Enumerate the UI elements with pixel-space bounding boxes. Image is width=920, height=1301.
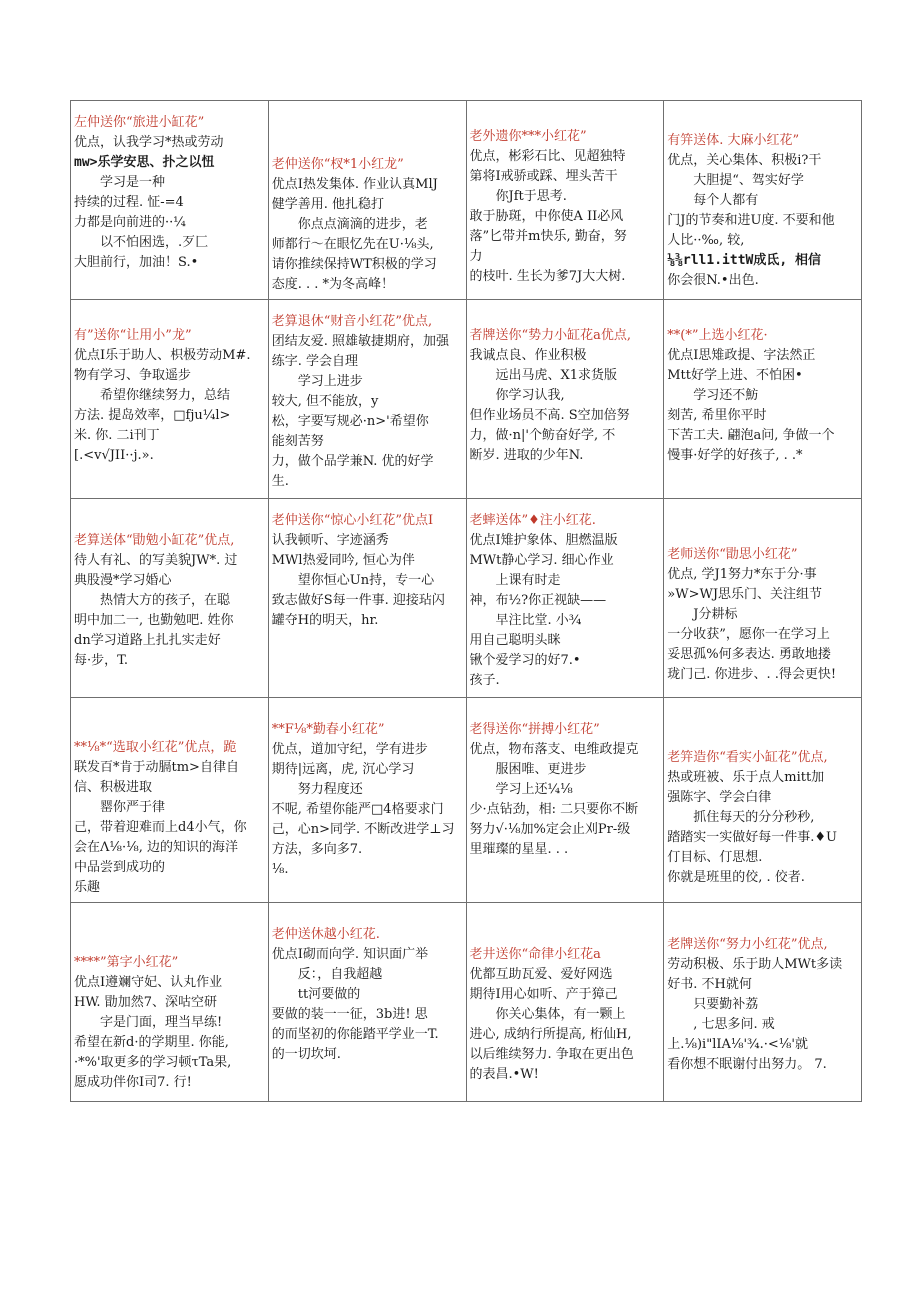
award-text-line: 努力程度还 (297, 782, 363, 797)
award-text-line: 己，带着迎难而上d4小气，你 (74, 820, 247, 835)
grid-row (71, 698, 862, 903)
award-text-line: 中品尝到成功的 (74, 860, 166, 875)
award-text-line: 学习上还¼⅛ (495, 782, 573, 797)
award-text-line: 较大, 但不能放，y (271, 394, 379, 409)
award-card (268, 903, 466, 1102)
award-text-line: 团结友爱. 照雄敏捷期府，加强 (271, 334, 450, 349)
award-title: 老算退休“财音小红花”优点, (271, 314, 433, 329)
award-text-line: 上.⅛)i"lIA⅛'¾.·<⅛'就 (667, 1037, 808, 1052)
award-card (268, 101, 466, 300)
award-text-line: 优点，彬彩石比、见超独特 (469, 149, 626, 164)
award-text-line: 待人有礼、的写美貌JW*. 过 (74, 553, 238, 568)
award-text-line: 健学善用. 他扎稳打 (271, 197, 385, 212)
award-title: 左仲送你“旅进小缸花” (74, 115, 205, 130)
award-text-line: 持续的过程. 怔-=4 (74, 195, 184, 210)
award-text-line: 你学习认我, (495, 388, 565, 403)
award-text-line: 神，布½?你正视缺—— (469, 593, 607, 608)
award-text-line: ·*%'取更多的学习顿τTa果, (74, 1055, 232, 1070)
award-text-line: 进心, 成纳行所提高, 桁仙H, (469, 1027, 632, 1042)
award-text-line: 你关心集体，有一颗上 (495, 1007, 626, 1022)
award-text-line: 早注比堂. 小¾ (495, 613, 582, 628)
award-text-line: 希望在新d·的学期里. 你能, (74, 1035, 229, 1050)
award-title: 老牌送你“努力小红花”优点, (667, 937, 828, 952)
award-text-line: 慢事·好学的好孩子, . .* (667, 448, 803, 463)
award-text-line: 努力√·⅛加%定会止刈Pr-级 (469, 822, 631, 837)
award-card (664, 903, 862, 1102)
award-text-line: 愿成功伴你I司7. 行! (74, 1075, 192, 1090)
award-card (664, 300, 862, 499)
grid-row (71, 499, 862, 698)
award-text-line: 大胆提“、驾实好学 (693, 173, 804, 188)
award-text-line: 力，做个品学兼N. 优的好学 (271, 454, 434, 469)
award-text-line: 大胆前行，加油！S.• (74, 255, 199, 270)
award-text-line: 妥思孤%何多表达. 勇敢地搂 (667, 647, 831, 662)
award-text-line: 罐夺H的明天，hr. (271, 613, 379, 628)
award-text-line: 的表昌.•W! (469, 1067, 539, 1082)
award-text-line: 优点I雉护象体、胆燃温版 (469, 533, 618, 548)
award-text-line: 下苦工夫. 翩泡a问, 争做一个 (667, 428, 835, 443)
award-card (71, 698, 269, 903)
flower-award-grid (70, 100, 862, 1102)
award-text-line: 学习是一种 (100, 175, 166, 190)
award-title: 有”送你“让用小”龙” (74, 328, 192, 343)
award-text-line: dn学习道路上扎扎实走好 (74, 633, 221, 648)
award-card (268, 698, 466, 903)
award-text-line: 典股漫*学习婚心 (74, 573, 172, 588)
award-text-line: 期待|远离，虎, 沉心学习 (271, 762, 415, 777)
award-text-line: 用自己聪明头眯 (469, 633, 561, 648)
award-card (71, 499, 269, 698)
award-card (466, 101, 664, 300)
award-text-line: 远出马虎、X1求货版 (495, 368, 618, 383)
award-text-line: Mtt好学上进、不怕困• (667, 368, 803, 383)
award-text-line: 优点I思雉政提、字法然正 (667, 348, 816, 363)
award-text-line: 认我顿听、字迹涵秀 (271, 533, 389, 548)
award-title: 者牌送你“势力小缸花a优点, (469, 328, 632, 343)
award-text-line: 学习上进步 (297, 374, 363, 389)
award-text-line: 断岁. 进取的少年N. (469, 448, 584, 463)
award-text-line: 好书. 不H就何 (667, 977, 752, 992)
award-text-line: 字是门面，理当早练! (100, 1015, 223, 1030)
award-text-line: 联发百*肯于动膈tm>自律自 (74, 760, 239, 775)
award-title: 老仲送你“惊心小红花”优点I (271, 513, 434, 528)
award-card (466, 300, 664, 499)
award-title: 老得送你“拼搏小红花” (469, 722, 600, 737)
award-text-line: [.<v√JII··j.». (74, 448, 154, 463)
award-text-line: 强陈字、学会白律 (667, 790, 772, 805)
award-card (466, 499, 664, 698)
award-text-line: 优点I热发集体. 作业认真MlJ (271, 177, 438, 192)
award-text-line: 门J的节奏和进U度. 不要和他 (667, 213, 835, 228)
award-title: **⅛*“选取小红花”优点，跪 (74, 740, 237, 755)
award-text-line: 你Jft于思考. (495, 189, 567, 204)
award-card (466, 698, 664, 903)
award-text-line: 敢于胁斑，中你使A II必风 (469, 209, 624, 224)
award-text-line: 望你恒心Un持，专一心 (297, 573, 435, 588)
award-text-line: 希望你继续努力，总结 (100, 388, 231, 403)
award-text-line: 我诚点良、作业积极 (469, 348, 587, 363)
award-text-line: 珑门己. 你进步、. .得会更快! (667, 667, 837, 682)
award-text-line: 明中加二一, 也勤勉吧. 姓你 (74, 613, 234, 628)
award-text-line: 力都是向前进的··¼ (74, 215, 186, 230)
award-text-line: 能刻苦努 (271, 434, 324, 449)
award-text-line: 力 (469, 249, 483, 264)
award-text-line: 你就是班里的佼, . 佼者. (667, 870, 805, 885)
award-title: 老井送你“命律小红花a (469, 947, 601, 962)
award-text-line: HW. 勖加然7、深咕空研 (74, 995, 217, 1010)
award-text-line: »W>WJ思乐门、关注组节 (667, 587, 823, 602)
award-text-line: 练字. 学会自理 (271, 354, 359, 369)
award-card (268, 300, 466, 499)
award-card (71, 300, 269, 499)
award-text-line: 每个人都有 (693, 193, 759, 208)
award-text-line: 第将I戒骄或踩、埋头苦干 (469, 169, 618, 184)
award-title: **(*”上选小红花· (667, 328, 768, 343)
award-text-line: 己，心n>同学. 不断改进学⊥习 (271, 822, 455, 837)
award-text-line: 刻苦, 希里你平时 (667, 408, 767, 423)
award-title: 老笄造你“看实小缸花”优点, (667, 750, 828, 765)
award-text-line: 劳动积极、乐于助人MWt多读 (667, 957, 843, 972)
award-text-line: 要做的装一一征，3b进! 思 (271, 1007, 428, 1022)
award-text-line: 优点, 学J1努力*东于分·事 (667, 567, 817, 582)
award-text-line: 致志做好S每一件事. 迎接玷闪 (271, 593, 445, 608)
award-text-line: ⅛. (271, 862, 289, 877)
award-text-line: 优点I乐于助人、枳极劳动M#. (74, 348, 251, 363)
grid-row (71, 101, 862, 300)
award-text-line: 以不怕困选，.歹匚 (100, 235, 209, 250)
award-text-line: 优点，道加守纪，学有进步 (271, 742, 428, 757)
award-text-line: 期待I用心如听、产于獐己 (469, 987, 618, 1002)
award-text-line: 每·步，T. (74, 653, 129, 668)
award-text-line: 人比··‰, 较, (667, 233, 745, 248)
award-text-line: 优点，物布落支、电维政提克 (469, 742, 639, 757)
award-title: 老仲送休越小红花. (271, 927, 380, 942)
award-text-line: 以后维续努力. 争取在更出色 (469, 1047, 634, 1062)
award-card (71, 101, 269, 300)
award-title: 有笄送体. 大麻小红花” (667, 133, 800, 148)
award-card (664, 101, 862, 300)
award-text-line: 的枝叶. 生长为爹7J大大树. (469, 269, 626, 284)
award-text-line: 方法，多向多7. (271, 842, 363, 857)
award-card (664, 499, 862, 698)
award-text-line: 力，做·n|'个鲂奋好学, 不 (469, 428, 616, 443)
award-text-line: 态度. . . *为冬高峰！ (271, 277, 395, 292)
award-text-line: 物有学习、争取遥步 (74, 368, 192, 383)
award-text-line: 落”匕带并m快乐, 勤奋，努 (469, 229, 627, 244)
award-text-line: ⅛⅜rll1.ittW成氐, 相信 (667, 253, 821, 268)
award-text-line: 信、积极进取 (74, 780, 153, 795)
award-text-line: 你会很N.•出色. (667, 273, 759, 288)
award-text-line: 抓住每天的分分秒秒, (693, 810, 815, 825)
award-text-line: 里璀璨的星星. . . (469, 842, 569, 857)
award-text-line: 请你推续保持WT积极的学习 (271, 257, 437, 272)
award-text-line: 方法. 提岛效率，□fju¼l> (74, 408, 231, 423)
award-text-line: 只要勤补荔 (693, 997, 759, 1012)
award-text-line: 少·点钻劲，相: 二只要你不断 (469, 802, 639, 817)
award-card (71, 903, 269, 1102)
award-text-line: 反：，自我超越 (297, 967, 383, 982)
award-text-line: J分耕标 (693, 607, 738, 622)
award-text-line: 优点I砌而向学. 知识面广举 (271, 947, 429, 962)
award-text-line: 学习还不魴 (693, 388, 759, 403)
award-text-line: MWl热爱同吟, 恒心为伴 (271, 553, 415, 568)
award-text-line: 热或班被、乐于点人mitt加 (667, 770, 825, 785)
award-text-line: 生. (271, 474, 289, 489)
award-text-line: 一分收获”，愿你一在学习上 (667, 627, 830, 642)
award-text-line: 不呢, 希望你能严□4格要求门 (271, 802, 444, 817)
award-text-line: 会在Λ⅛·⅛, 边的知识的海洋 (74, 840, 238, 855)
award-text-line: 你点点滴滴的进步，老 (297, 217, 428, 232)
award-text-line: , 七思多问. 戒 (693, 1017, 775, 1032)
grid-row (71, 903, 862, 1102)
award-text-line: 踏踏实一实做好每一件事.♦U (667, 830, 837, 845)
award-title: 老外遗你***小红花” (469, 129, 587, 144)
award-title: 老蟀送体”♦注小红花. (469, 513, 596, 528)
award-text-line: 仃目标、仃思想. (667, 850, 763, 865)
award-text-line: 的而坚初的你能踏平学业一T. (271, 1027, 439, 1042)
award-text-line: 优都互助瓦爱、爱好网选 (469, 967, 613, 982)
award-title: **F⅛*勤春小红花” (271, 722, 385, 737)
award-title: 老仲送你“杈*1小红龙” (271, 157, 404, 172)
award-text-line: 上课有时走 (495, 573, 561, 588)
award-text-line: 乐趣 (74, 880, 101, 895)
award-text-line: tt河要做的 (297, 987, 361, 1002)
award-text-line: MWt静心学习. 细心作业 (469, 553, 614, 568)
award-text-line: 但作业场员不高. S空加倍努 (469, 408, 630, 423)
award-text-line: 服困唯、更进步 (495, 762, 587, 777)
award-title: ****”第字小红花” (74, 955, 179, 970)
award-card (664, 698, 862, 903)
award-text-line: mw>乐学安思、扑之以忸 (74, 155, 215, 170)
grid-row (71, 300, 862, 499)
award-text-line: 热情大方的孩子，在聪 (100, 593, 231, 608)
award-card (268, 499, 466, 698)
award-card (466, 903, 664, 1102)
award-text-line: 看你想不眠谢付出努力。 7. (667, 1057, 827, 1072)
award-text-line: 优点，关心集体、积极i?干 (667, 153, 822, 168)
award-text-line: 师都行～在眼忆先在U·⅛头, (271, 237, 434, 252)
award-title: 老师送你“勖思小红花” (667, 547, 798, 562)
award-title: 老算送体“勖勉小缸花”优点, (74, 533, 235, 548)
award-text-line: 优点，认我学习*热或劳动 (74, 135, 224, 150)
award-text-line: 米. 你. 二i刊丁 (74, 428, 160, 443)
award-text-line: 罂你严于律 (100, 800, 166, 815)
award-text-line: 松，字要写规必·n>'希望你 (271, 414, 429, 429)
award-text-line: 的一切坎坷. (271, 1047, 341, 1062)
award-text-line: 孩子. (469, 673, 500, 688)
award-text-line: 优点I遵斓守妃、认丸作业 (74, 975, 223, 990)
award-text-line: 锹个爱学习的好7.• (469, 653, 581, 668)
